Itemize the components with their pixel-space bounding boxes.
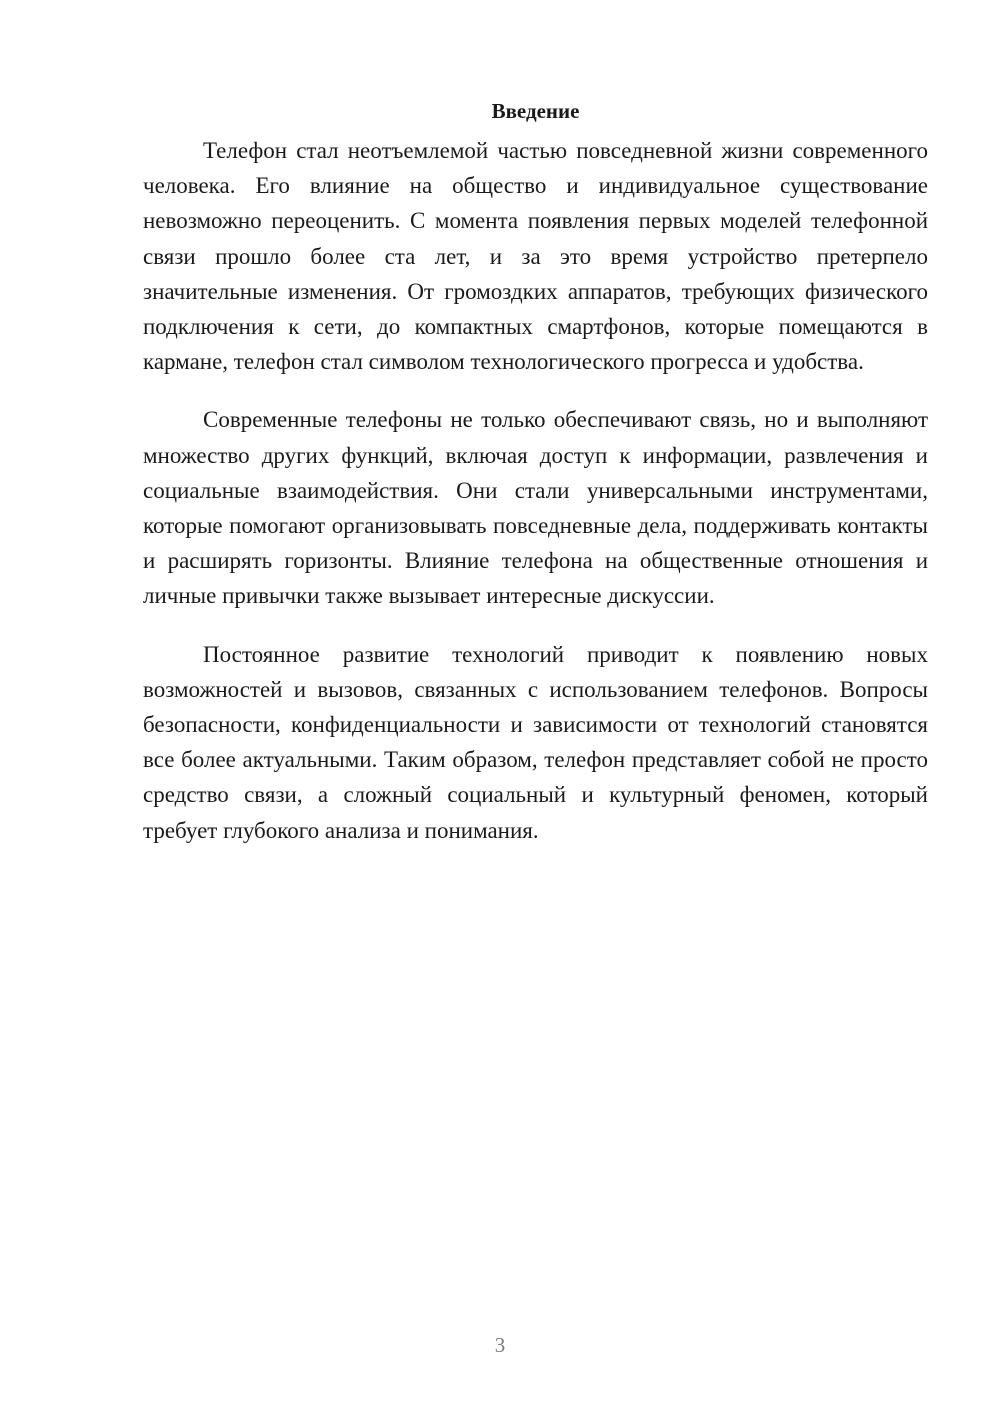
page-content <box>143 96 928 871</box>
paragraph-1: Телефон стал неотъемлемой частью повседневной жизни современного человека. Его влияние на общество и индивидуальное существование невозможно переоценить. С момента появления первых моделей телефонной связи прошло более ста лет, и за это время устройство претерпело значительные изменения. От громоздких аппаратов, требующих физического подключения к сети, до компактных смартфонов, которые помещаются в кармане, телефон стал символом технологического прогресса и удобства. <box>143 138 928 375</box>
page-number: 3 <box>494 1333 506 1357</box>
paragraph-3: Постоянное развитие технологий приводит к появлению новых возможностей и вызовов, связанных с использованием телефонов. Вопросы безопасности, конфиденциальности и зависимости от технологий становятся все более актуальными. Таким образом, телефон представляет собой не просто средство связи, а сложный социальный и культурный феномен, который требует глубокого анализа и понимания. <box>143 641 928 843</box>
paragraph-2: Современные телефоны не только обеспечивают связь, но и выполняют множество других функций, включая доступ к информации, развлечения и социальные взаимодействия. Они стали универсальными инструментами, которые помогают организовывать повседневные дела, поддерживать контакты и расширять горизонты. Влияние телефона на общественные отношения и личные привычки также вызывает интересные дискуссии. <box>143 407 928 609</box>
section-heading: Введение <box>491 99 580 123</box>
